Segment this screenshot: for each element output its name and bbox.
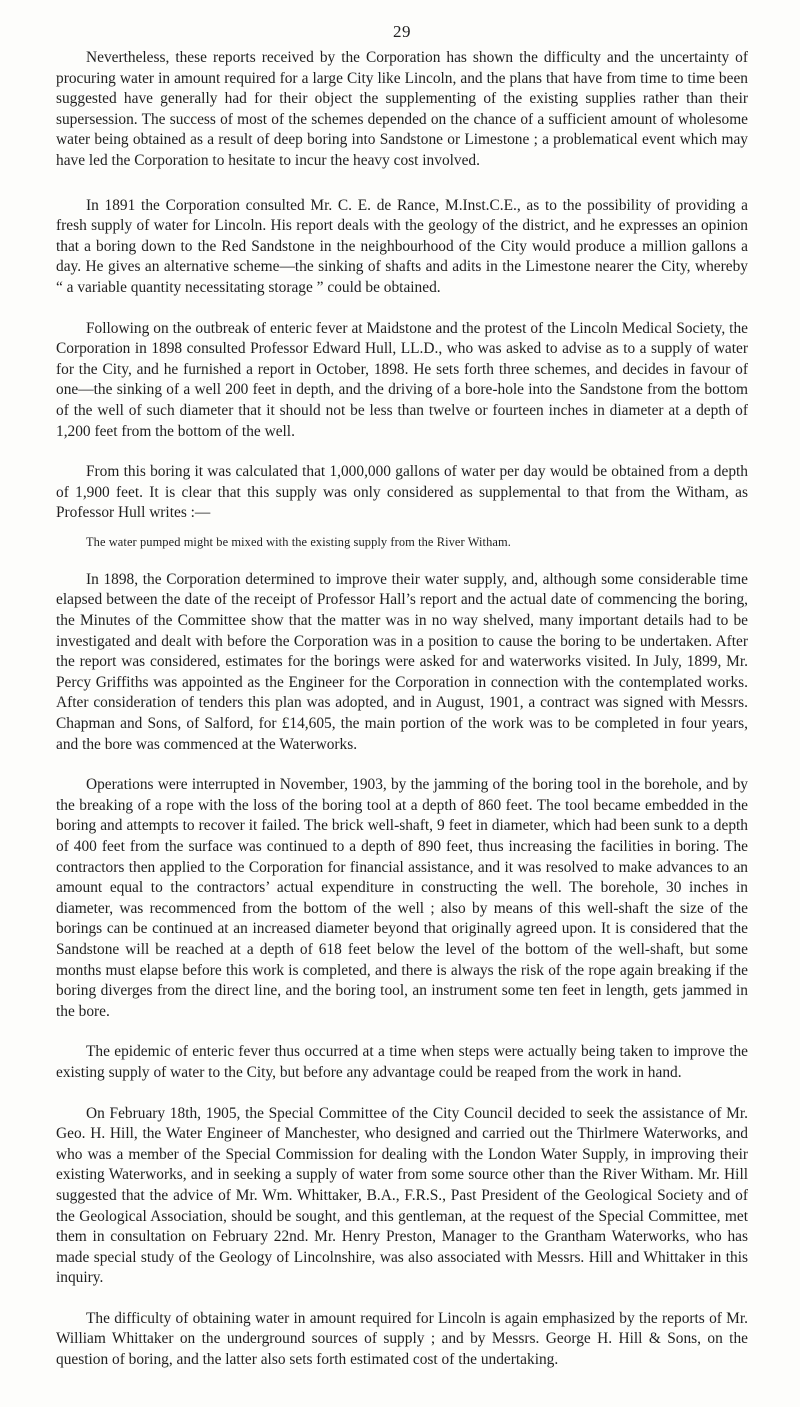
paragraph-special-committee-1905: On February 18th, 1905, the Special Committee of the City Council decided to seek the assistance of Mr. Geo. H. Hill, the Water Engineer of Manchester, who designed and carried out the Thirlmere Waterworks, and who was a member of the Special Commission for dealing with the London Water Supply, in improving their existing Waterworks, and in seeking a supply of water from some source other than the River Witham. Mr. Hill suggested that the advice of Mr. Wm. Whittaker, B.A., F.R.S., Past President of the Geological Society and of the Geological Association, should be sought, and this gentleman, at the request of the Special Committee, met them in consultation on February 22nd. Mr. Henry Preston, Manager to the Grantham Waterworks, who has made special study of the Geology of Lincolnshire, was also associated with Messrs. Hill and Whittaker in this inquiry.	[56, 1104, 748, 1287]
quote-hull: The water pumped might be mixed with the existing supply from the River Witham.	[86, 534, 511, 549]
paragraph-de-rance-1891: In 1891 the Corporation consulted Mr. C. E. de Rance, M.Inst.C.E., as to the possibility of providing a fresh supply of water for Lincoln. His report deals with the geology of the district, and he expresses an opinion that a boring down to the Red Sandstone in the neighbourhood of the City would produce a million gallons a day. He gives an alternative scheme—the sinking of shafts and adits in the Limestone nearer the City, whereby “ a variable quantity necessitating storage ” could be obtained.	[56, 196, 748, 296]
paragraph-operations-interrupted: Operations were interrupted in November, 1903, by the jamming of the boring tool in the borehole, and by the breaking of a rope with the loss of the boring tool at a depth of 860 feet. The tool became embedded in the boring and attempts to recover it failed. The brick well-shaft, 9 feet in diameter, which had been sunk to a depth of 400 feet from the surface was continued to a depth of 890 feet, thus increasing the facilities in boring. The contractors then applied to the Corporation for financial assistance, and it was resolved to make advances to an amount equal to the contractors’ actual expenditure in constructing the well. The borehole, 30 inches in diameter, was recommenced from the bottom of the well ; also by means of this well-shaft the size of the borings can be continued at an increased diameter beyond that originally agreed upon. It is considered that the Sandstone will be reached at a depth of 618 feet below the level of the bottom of the well-shaft, but some months must elapse before this work is completed, and there is always the risk of the rope again breaking if the boring diverges from the direct line, and the boring tool, an instrument some ten feet in length, gets jammed in the bore.	[56, 776, 748, 1020]
paragraph-difficulty-emphasized: The difficulty of obtaining water in amount required for Lincoln is again emphasized by the reports of Mr. William Whittaker on the underground sources of supply ; and by Messrs. George H. Hill & Sons, on the question of boring, and the latter also sets forth estimated cost of the undertaking.	[56, 1309, 748, 1369]
paragraph-reports-difficulty: Nevertheless, these reports received by the Corporation has shown the difficulty and the uncertainty of procuring water in amount required for a large City like Lincoln, and the plans that have from time to time been suggested have generally had for their object the supplementing of the existing supplies rather than their supersession. The success of most of the schemes depended on the chance of a sufficient amount of wholesome water being obtained as a result of deep boring into Sandstone or Limestone ; a problematical event which may have led the Corporation to hesitate to incur the heavy cost involved.	[56, 49, 748, 169]
paragraph-epidemic: The epidemic of enteric fever thus occurred at a time when steps were actually being taken to improve the existing supply of water to the City, but before any advantage could be reaped from the work in hand.	[56, 1043, 748, 1081]
paragraph-water-supply-improvement: In 1898, the Corporation determined to improve their water supply, and, although some considerable time elapsed between the date of the receipt of Professor Hall’s report and the actual date of commencing the boring, the Minutes of the Committee show that the matter was in no way shelved, many important details had to be investigated and dealt with before the Corporation was in a position to cause the boring to be undertaken. After the report was considered, estimates for the borings were asked for and waterworks visited. In July, 1899, Mr. Percy Griffiths was appointed as the Engineer for the Corporation in connection with the contemplated works. After consideration of tenders this plan was adopted, and in August, 1901, a contract was signed with Messrs. Chapman and Sons, of Salford, for £14,605, the main portion of the work was to be completed in four years, and the bore was commenced at the Waterworks.	[56, 570, 748, 753]
paragraph-boring-calculation: From this boring it was calculated that 1,000,000 gallons of water per day would be obtained from a depth of 1,900 feet. It is clear that this supply was only considered as supplemental to that from the Witham, as Professor Hull writes :—	[56, 463, 748, 522]
paragraph-hull-1898: Following on the outbreak of enteric fever at Maidstone and the protest of the Lincoln Medical Society, the Corporation in 1898 consulted Professor Edward Hull, LL.D., who was asked to advise as to a supply of water for the City, and he furnished a report in October, 1898. He sets forth three schemes, and decides in favour of one—the sinking of a well 200 feet in depth, and the driving of a bore-hole into the Sandstone from the bottom of the well of such diameter that it should not be less than twelve or fourteen inches in diameter at a depth of 1,200 feet from the bottom of the well.	[56, 319, 748, 440]
page-number: 29	[393, 22, 411, 41]
